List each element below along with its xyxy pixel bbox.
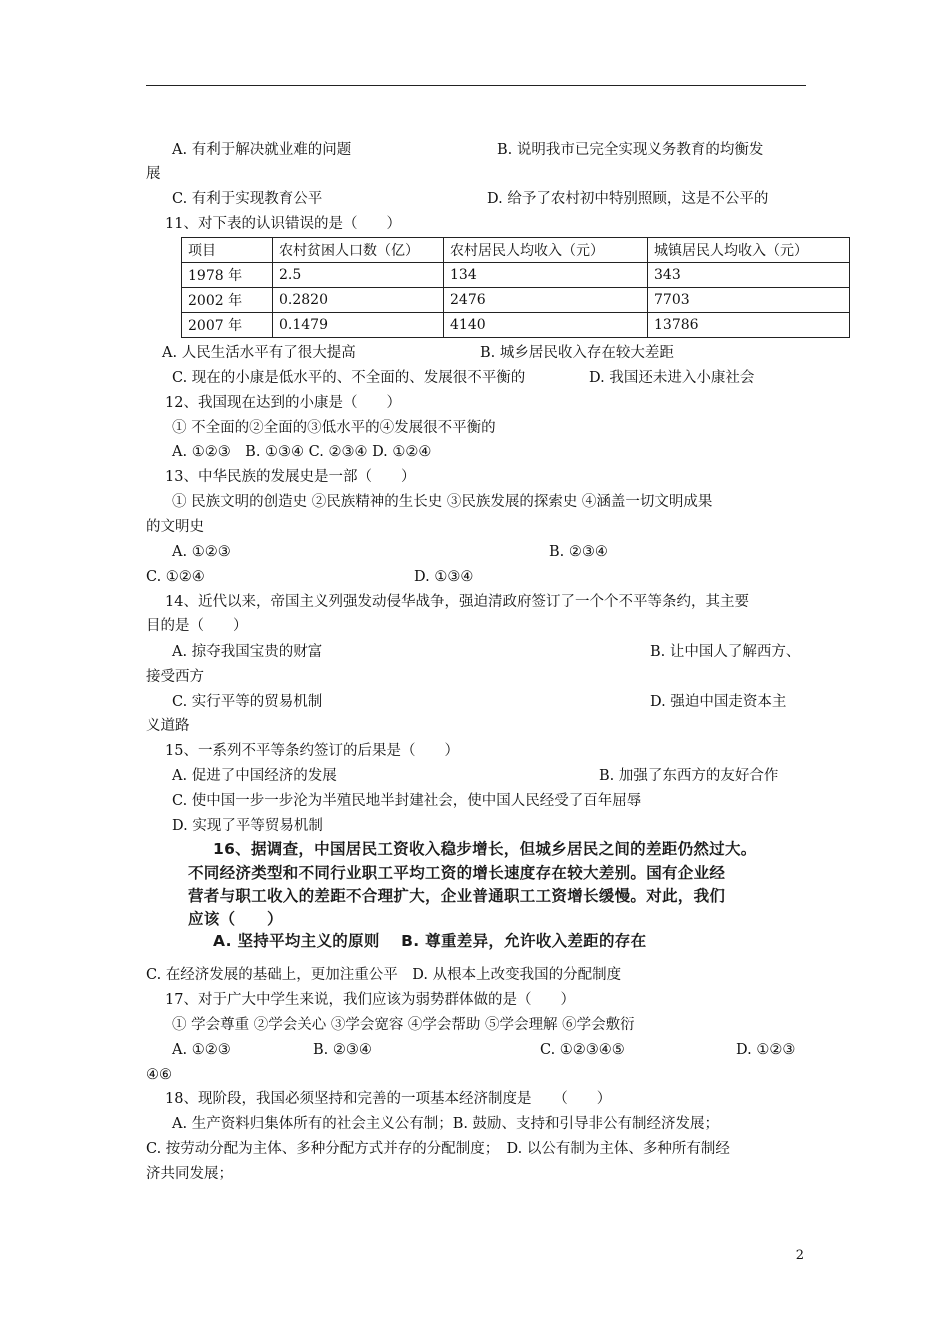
q16-line-4: 应该（ ） bbox=[188, 910, 283, 928]
table-header-cell: 农村居民人均收入（元） bbox=[444, 238, 648, 263]
q15-option-c: C. 使中国一步一步沦为半殖民地半封建社会，使中国人民经受了百年屈辱 bbox=[172, 793, 642, 809]
q16-options: A. 坚持平均主义的原则 B. 尊重差异，允许收入差距的存在 bbox=[213, 932, 647, 950]
q13-stem: 13、中华民族的发展史是一部（ ） bbox=[165, 469, 416, 485]
q10-option-b: B. 说明我市已完全实现义务教育的均衡发 bbox=[497, 142, 764, 158]
q11-option-d: D. 我国还未进入小康社会 bbox=[589, 370, 755, 386]
q13-option-a: A. ①②③ bbox=[172, 544, 231, 560]
q18-stem: 18、现阶段，我国必须坚持和完善的一项基本经济制度是 （ ） bbox=[165, 1091, 612, 1107]
q13-option-b: B. ②③④ bbox=[549, 544, 608, 560]
table-cell: 7703 bbox=[648, 288, 850, 313]
q11-option-c: C. 现在的小康是低水平的、不全面的、发展很不平衡的 bbox=[172, 370, 526, 386]
table-header-cell: 农村贫困人口数（亿） bbox=[273, 238, 444, 263]
table-header-cell: 城镇居民人均收入（元） bbox=[648, 238, 850, 263]
table-cell: 0.1479 bbox=[273, 313, 444, 338]
q16-line-2: 不同经济类型和不同行业职工平均工资的增长速度存在较大差别。国有企业经 bbox=[188, 864, 726, 882]
table-cell: 2.5 bbox=[273, 263, 444, 288]
table-cell: 2002 年 bbox=[182, 288, 273, 313]
table-cell: 343 bbox=[648, 263, 850, 288]
q14-option-d: D. 强迫中国走资本主 bbox=[650, 694, 787, 710]
q10-option-d: D. 给予了农村初中特别照顾，这是不公平的 bbox=[487, 191, 769, 207]
q14-option-d-cont: 义道路 bbox=[146, 718, 190, 734]
q14-option-b: B. 让中国人了解西方、 bbox=[650, 644, 801, 660]
table-row bbox=[182, 288, 850, 313]
table-cell: 2007 年 bbox=[182, 313, 273, 338]
q14-stem: 14、近代以来，帝国主义列强发动侵华战争，强迫清政府签订了一个个不平等条约，其主要 bbox=[165, 594, 749, 610]
q15-option-b: B. 加强了东西方的友好合作 bbox=[599, 768, 779, 784]
q17-option-c: C. ①②③④⑤ bbox=[540, 1042, 625, 1058]
table-cell: 4140 bbox=[444, 313, 648, 338]
q15-stem: 15、一系列不平等条约签订的后果是（ ） bbox=[165, 743, 459, 759]
q11-option-b: B. 城乡居民收入存在较大差距 bbox=[480, 345, 674, 361]
q12-options: A. ①②③ B. ①③④ C. ②③④ D. ①②④ bbox=[172, 444, 432, 460]
q17-option-b: B. ②③④ bbox=[313, 1042, 372, 1058]
q17-option-a: A. ①②③ bbox=[172, 1042, 231, 1058]
table-cell: 2476 bbox=[444, 288, 648, 313]
q13-option-c: C. ①②④ bbox=[146, 569, 205, 585]
q16-line-1: 16、据调查，中国居民工资收入稳步增长，但城乡居民之间的差距仍然过大。 bbox=[213, 840, 757, 858]
q17-option-d: D. ①②③ bbox=[736, 1042, 796, 1058]
q14-stem-cont: 目的是（ ） bbox=[146, 618, 248, 634]
q12-items: ① 不全面的②全面的③低水平的④发展很不平衡的 bbox=[172, 420, 496, 436]
table-header-row bbox=[182, 238, 850, 263]
q17-option-d-cont: ④⑥ bbox=[146, 1067, 172, 1083]
q14-option-b-cont: 接受西方 bbox=[146, 669, 204, 685]
q16-line-3: 营者与职工收入的差距不合理扩大，企业普通职工工资增长缓慢。对此，我们 bbox=[188, 887, 726, 905]
q11-option-a: A. 人民生活水平有了很大提高 bbox=[162, 345, 356, 361]
q16-options-2: C. 在经济发展的基础上，更加注重公平 D. 从根本上改变我国的分配制度 bbox=[146, 967, 622, 983]
table-row bbox=[182, 263, 850, 288]
q17-items: ① 学会尊重 ②学会关心 ③学会宽容 ④学会帮助 ⑤学会理解 ⑥学会敷衍 bbox=[172, 1017, 635, 1033]
q13-option-d: D. ①③④ bbox=[414, 569, 474, 585]
q17-stem: 17、对于广大中学生来说，我们应该为弱势群体做的是（ ） bbox=[165, 992, 575, 1008]
q15-option-d: D. 实现了平等贸易机制 bbox=[172, 818, 323, 834]
q14-option-a: A. 掠夺我国宝贵的财富 bbox=[172, 644, 323, 660]
table-header-cell: 项目 bbox=[182, 238, 273, 263]
q13-items-cont: 的文明史 bbox=[146, 519, 204, 535]
q10-option-a: A. 有利于解决就业难的问题 bbox=[172, 142, 352, 158]
q13-items: ① 民族文明的创造史 ②民族精神的生长史 ③民族发展的探索史 ④涵盖一切文明成果 bbox=[172, 494, 713, 510]
q18-line-3: 济共同发展； bbox=[146, 1166, 233, 1182]
q14-option-c: C. 实行平等的贸易机制 bbox=[172, 694, 323, 710]
q18-line-2: C. 按劳动分配为主体、多种分配方式并存的分配制度； D. 以公有制为主体、多种所有制经 bbox=[146, 1141, 730, 1157]
q15-option-a: A. 促进了中国经济的发展 bbox=[172, 768, 337, 784]
table-cell: 1978 年 bbox=[182, 263, 273, 288]
q12-stem: 12、我国现在达到的小康是（ ） bbox=[165, 395, 401, 411]
q11-stem: 11、对下表的认识错误的是（ ） bbox=[165, 216, 401, 232]
q10-option-c: C. 有利于实现教育公平 bbox=[172, 191, 323, 207]
page-number: 2 bbox=[795, 1248, 804, 1263]
q18-line-1: A. 生产资料归集体所有的社会主义公有制；B. 鼓励、支持和引导非公有制经济发展； bbox=[172, 1116, 720, 1132]
income-table bbox=[181, 237, 850, 338]
table-cell: 0.2820 bbox=[273, 288, 444, 313]
table-cell: 134 bbox=[444, 263, 648, 288]
table-cell: 13786 bbox=[648, 313, 850, 338]
header-rule bbox=[146, 85, 806, 86]
q10-option-b-cont: 展 bbox=[146, 166, 161, 182]
table-row bbox=[182, 313, 850, 338]
